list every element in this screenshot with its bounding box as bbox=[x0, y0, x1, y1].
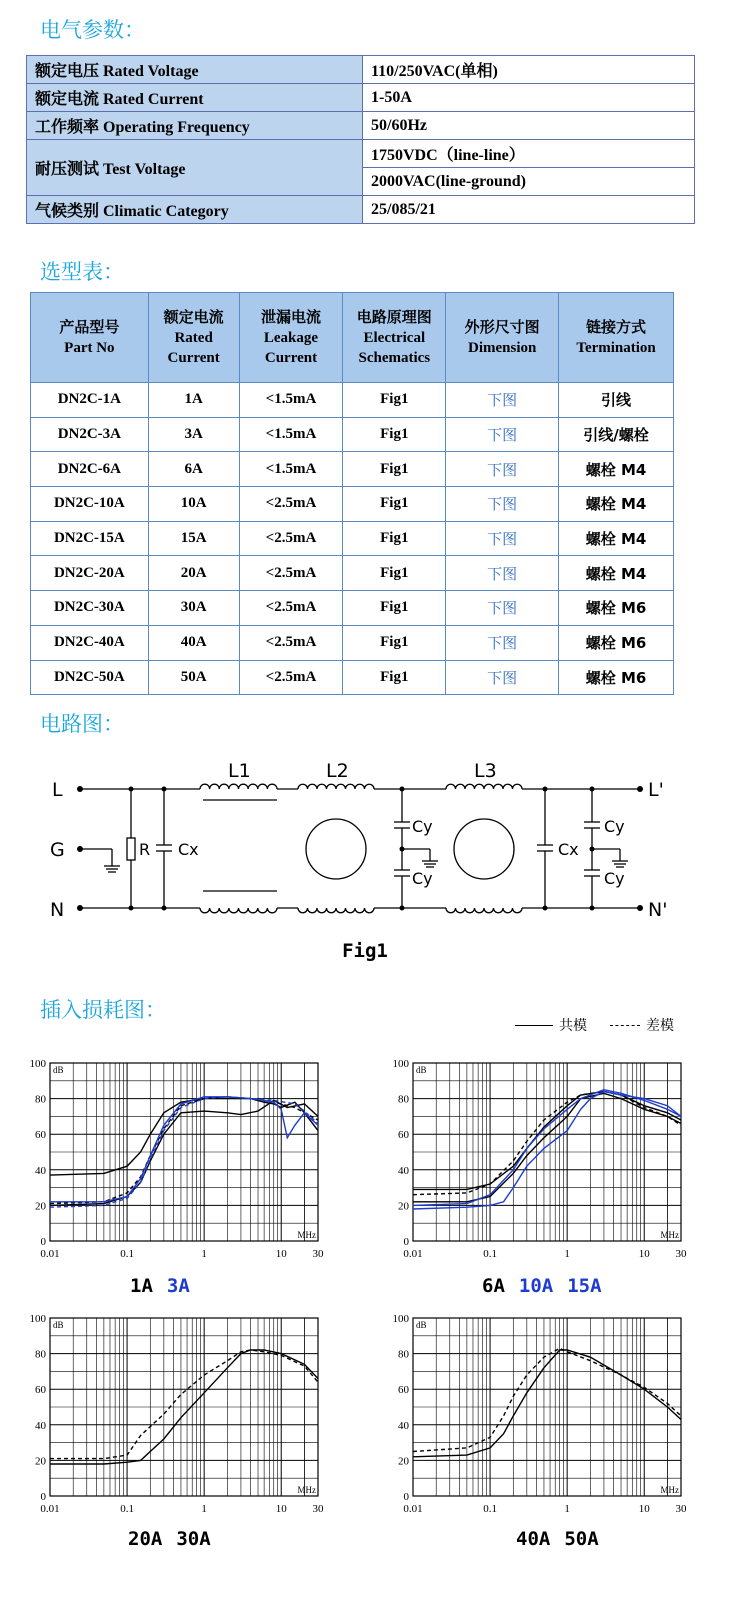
part-no-cell: DN2C-3A bbox=[31, 417, 149, 452]
label-N-prime: N' bbox=[648, 899, 668, 921]
dimension-link[interactable]: 下图 bbox=[446, 383, 559, 418]
caption-series-label: 15A bbox=[567, 1275, 602, 1297]
x-tick-label: 10 bbox=[275, 1248, 287, 1260]
legend-differential-mode bbox=[610, 1015, 674, 1035]
schematic-cell: Fig1 bbox=[343, 383, 446, 418]
part-no-cell: DN2C-15A bbox=[31, 521, 149, 556]
x-unit-label: MHz bbox=[297, 1485, 316, 1495]
y-tick-label: 40 bbox=[35, 1419, 46, 1432]
part-no-cell: DN2C-6A bbox=[31, 452, 149, 487]
y-tick-label: 60 bbox=[398, 1384, 409, 1397]
dimension-link[interactable]: 下图 bbox=[446, 487, 559, 522]
schematic-cell: Fig1 bbox=[343, 487, 446, 522]
x-tick-label: 1 bbox=[564, 1248, 570, 1260]
y-tick-label: 100 bbox=[392, 1058, 409, 1070]
part-no-cell: DN2C-40A bbox=[31, 625, 149, 660]
part-no-cell: DN2C-20A bbox=[31, 556, 149, 591]
rated-current-cell: 1A bbox=[148, 383, 239, 418]
y-tick-label: 80 bbox=[35, 1093, 46, 1106]
dimension-link[interactable]: 下图 bbox=[446, 556, 559, 591]
y-tick-label: 80 bbox=[35, 1348, 46, 1361]
y-tick-label: 100 bbox=[392, 1313, 409, 1325]
param-label: 耐压测试 Test Voltage bbox=[27, 140, 363, 196]
leakage-current-cell: <2.5mA bbox=[239, 660, 343, 695]
label-L3: L3 bbox=[474, 760, 497, 782]
termination-cell: 螺栓 M6 bbox=[559, 660, 674, 695]
legend-common-mode bbox=[515, 1015, 587, 1035]
y-tick-label: 100 bbox=[29, 1058, 46, 1070]
circuit-diagram bbox=[40, 748, 690, 933]
termination-cell: 螺栓 M4 bbox=[559, 452, 674, 487]
x-tick-label: 30 bbox=[675, 1503, 687, 1515]
schematic-cell: Fig1 bbox=[343, 556, 446, 591]
dimension-link[interactable]: 下图 bbox=[446, 417, 559, 452]
y-tick-label: 60 bbox=[398, 1129, 409, 1142]
termination-cell: 引线 bbox=[559, 383, 674, 418]
y-unit-label: dB bbox=[416, 1320, 427, 1330]
header-dimension: 外形尺寸图 Dimension bbox=[446, 293, 559, 383]
x-tick-label: 1 bbox=[564, 1503, 570, 1515]
termination-cell: 引线/螺栓 bbox=[559, 417, 674, 452]
table-row bbox=[31, 417, 674, 452]
header-part-no: 产品型号 Part No bbox=[31, 293, 149, 383]
electrical-params-table bbox=[26, 55, 695, 224]
x-tick-label: 10 bbox=[638, 1248, 650, 1260]
param-value: 2000VAC(line-ground) bbox=[363, 168, 695, 196]
param-value: 25/085/21 bbox=[363, 196, 695, 224]
schematic-cell: Fig1 bbox=[343, 591, 446, 626]
caption-series-label: 20A bbox=[128, 1528, 163, 1550]
y-tick-label: 60 bbox=[35, 1129, 46, 1142]
param-value: 110/250VAC(单相) bbox=[363, 56, 695, 84]
rated-current-cell: 10A bbox=[148, 487, 239, 522]
label-Cx-right: Cx bbox=[558, 840, 579, 859]
x-tick-label: 30 bbox=[675, 1248, 687, 1260]
y-tick-label: 0 bbox=[40, 1491, 46, 1503]
label-Cx-left: Cx bbox=[178, 840, 199, 859]
x-tick-label: 0.1 bbox=[120, 1503, 134, 1515]
x-tick-label: 0.01 bbox=[403, 1248, 423, 1260]
figure-label: Fig1 bbox=[342, 940, 388, 962]
table-row bbox=[31, 383, 674, 418]
y-tick-label: 60 bbox=[35, 1384, 46, 1397]
table-row bbox=[31, 625, 674, 660]
chart-grid bbox=[413, 1318, 681, 1496]
y-tick-label: 20 bbox=[398, 1455, 409, 1468]
y-tick-label: 40 bbox=[398, 1164, 409, 1177]
chart-caption-4 bbox=[516, 1528, 613, 1550]
y-unit-label: dB bbox=[416, 1065, 427, 1075]
caption-series-label: 6A bbox=[482, 1275, 505, 1297]
part-no-cell: DN2C-1A bbox=[31, 383, 149, 418]
legend-differential-mode-label: 差模 bbox=[646, 1018, 674, 1034]
param-label: 额定电压 Rated Voltage bbox=[27, 56, 363, 84]
x-tick-label: 0.01 bbox=[40, 1503, 60, 1515]
caption-series-label: 1A bbox=[130, 1275, 153, 1297]
x-unit-label: MHz bbox=[660, 1485, 679, 1495]
param-row bbox=[27, 140, 695, 168]
insertion-loss-chart-3 bbox=[20, 1310, 330, 1525]
dashed-line-swatch bbox=[610, 1025, 640, 1026]
param-value: 50/60Hz bbox=[363, 112, 695, 140]
y-tick-label: 100 bbox=[29, 1313, 46, 1325]
x-tick-label: 0.01 bbox=[40, 1248, 60, 1260]
x-tick-label: 1 bbox=[201, 1248, 207, 1260]
leakage-current-cell: <1.5mA bbox=[239, 417, 343, 452]
y-tick-label: 80 bbox=[398, 1093, 409, 1106]
schematic-cell: Fig1 bbox=[343, 660, 446, 695]
chart-grid bbox=[50, 1318, 318, 1496]
caption-series-label: 50A bbox=[564, 1528, 599, 1550]
electrical-heading: 电气参数： bbox=[40, 18, 145, 42]
selection-table bbox=[30, 292, 674, 695]
insertion-loss-chart-2 bbox=[383, 1055, 693, 1270]
dimension-link[interactable]: 下图 bbox=[446, 660, 559, 695]
dimension-link[interactable]: 下图 bbox=[446, 591, 559, 626]
label-Cy-4: Cy bbox=[604, 869, 625, 888]
termination-cell: 螺栓 M6 bbox=[559, 591, 674, 626]
selection-header-row bbox=[31, 293, 674, 383]
header-schematics: 电路原理图 Electrical Schematics bbox=[343, 293, 446, 383]
y-tick-label: 0 bbox=[403, 1236, 409, 1248]
label-Cy-3: Cy bbox=[604, 817, 625, 836]
chart-grid bbox=[50, 1063, 318, 1241]
x-tick-label: 30 bbox=[312, 1248, 324, 1260]
insertion-loss-chart-4 bbox=[383, 1310, 693, 1525]
label-N: N bbox=[50, 899, 65, 921]
caption-series-label: 3A bbox=[166, 1275, 190, 1297]
termination-cell: 螺栓 M4 bbox=[559, 556, 674, 591]
header-leakage-current: 泄漏电流 Leakage Current bbox=[239, 293, 343, 383]
label-L2: L2 bbox=[326, 760, 349, 782]
termination-cell: 螺栓 M6 bbox=[559, 625, 674, 660]
schematic-cell: Fig1 bbox=[343, 521, 446, 556]
rated-current-cell: 20A bbox=[148, 556, 239, 591]
leakage-current-cell: <1.5mA bbox=[239, 452, 343, 487]
x-tick-label: 30 bbox=[312, 1503, 324, 1515]
rated-current-cell: 50A bbox=[148, 660, 239, 695]
y-unit-label: dB bbox=[53, 1320, 64, 1330]
table-row bbox=[31, 452, 674, 487]
y-tick-label: 20 bbox=[35, 1455, 46, 1468]
param-label: 工作频率 Operating Frequency bbox=[27, 112, 363, 140]
leakage-current-cell: <2.5mA bbox=[239, 556, 343, 591]
x-tick-label: 0.1 bbox=[483, 1503, 497, 1515]
x-unit-label: MHz bbox=[660, 1230, 679, 1240]
y-unit-label: dB bbox=[53, 1065, 64, 1075]
param-label: 气候类别 Climatic Category bbox=[27, 196, 363, 224]
termination-cell: 螺栓 M4 bbox=[559, 521, 674, 556]
selection-heading: 选型表： bbox=[40, 260, 124, 284]
caption-series-label: 40A bbox=[516, 1528, 551, 1550]
part-no-cell: DN2C-50A bbox=[31, 660, 149, 695]
x-tick-label: 0.1 bbox=[120, 1248, 134, 1260]
rated-current-cell: 40A bbox=[148, 625, 239, 660]
header-termination: 链接方式 Termination bbox=[559, 293, 674, 383]
x-tick-label: 0.01 bbox=[403, 1503, 423, 1515]
x-tick-label: 10 bbox=[638, 1503, 650, 1515]
x-tick-label: 0.1 bbox=[483, 1248, 497, 1260]
leakage-current-cell: <2.5mA bbox=[239, 487, 343, 522]
param-label: 额定电流 Rated Current bbox=[27, 84, 363, 112]
chart-caption-1 bbox=[130, 1275, 204, 1297]
x-tick-label: 10 bbox=[275, 1503, 287, 1515]
table-row bbox=[31, 556, 674, 591]
label-L-prime: L' bbox=[648, 779, 664, 801]
y-tick-label: 40 bbox=[35, 1164, 46, 1177]
dimension-link[interactable]: 下图 bbox=[446, 452, 559, 487]
leakage-current-cell: <2.5mA bbox=[239, 521, 343, 556]
schematic-cell: Fig1 bbox=[343, 417, 446, 452]
label-Cy-1: Cy bbox=[412, 817, 433, 836]
caption-series-label: 10A bbox=[518, 1275, 554, 1297]
header-rated-current: 额定电流 Rated Current bbox=[148, 293, 239, 383]
circuit-heading: 电路图： bbox=[40, 712, 124, 736]
label-R: R bbox=[139, 840, 151, 859]
label-L1: L1 bbox=[228, 760, 251, 782]
x-unit-label: MHz bbox=[297, 1230, 316, 1240]
table-row bbox=[31, 660, 674, 695]
dimension-link[interactable]: 下图 bbox=[446, 521, 559, 556]
termination-cell: 螺栓 M4 bbox=[559, 487, 674, 522]
part-no-cell: DN2C-30A bbox=[31, 591, 149, 626]
part-no-cell: DN2C-10A bbox=[31, 487, 149, 522]
leakage-current-cell: <1.5mA bbox=[239, 383, 343, 418]
param-value: 1-50A bbox=[363, 84, 695, 112]
param-row bbox=[27, 112, 695, 140]
param-row bbox=[27, 84, 695, 112]
schematic-cell: Fig1 bbox=[343, 625, 446, 660]
y-tick-label: 80 bbox=[398, 1348, 409, 1361]
y-tick-label: 20 bbox=[35, 1200, 46, 1213]
rated-current-cell: 15A bbox=[148, 521, 239, 556]
param-row bbox=[27, 196, 695, 224]
label-Cy-2: Cy bbox=[412, 869, 433, 888]
dimension-link[interactable]: 下图 bbox=[446, 625, 559, 660]
rated-current-cell: 3A bbox=[148, 417, 239, 452]
y-tick-label: 40 bbox=[398, 1419, 409, 1432]
leakage-current-cell: <2.5mA bbox=[239, 625, 343, 660]
rated-current-cell: 30A bbox=[148, 591, 239, 626]
schematic-cell: Fig1 bbox=[343, 452, 446, 487]
table-row bbox=[31, 487, 674, 522]
table-row bbox=[31, 591, 674, 626]
chart-grid bbox=[413, 1063, 681, 1241]
x-tick-label: 1 bbox=[201, 1503, 207, 1515]
param-value: 1750VDC（line-line） bbox=[363, 140, 695, 168]
insertion-loss-chart-1 bbox=[20, 1055, 330, 1270]
chart-caption-2 bbox=[482, 1275, 616, 1297]
label-L: L bbox=[52, 779, 63, 801]
y-tick-label: 20 bbox=[398, 1200, 409, 1213]
table-row bbox=[31, 521, 674, 556]
solid-line-swatch bbox=[515, 1025, 553, 1026]
param-row bbox=[27, 56, 695, 84]
caption-series-label: 30A bbox=[176, 1528, 211, 1550]
label-G: G bbox=[50, 839, 65, 861]
rated-current-cell: 6A bbox=[148, 452, 239, 487]
chart-caption-3 bbox=[128, 1528, 225, 1550]
y-tick-label: 0 bbox=[40, 1236, 46, 1248]
insertion-loss-heading: 插入损耗图： bbox=[40, 998, 166, 1022]
y-tick-label: 0 bbox=[403, 1491, 409, 1503]
legend-common-mode-label: 共模 bbox=[559, 1018, 587, 1034]
leakage-current-cell: <2.5mA bbox=[239, 591, 343, 626]
